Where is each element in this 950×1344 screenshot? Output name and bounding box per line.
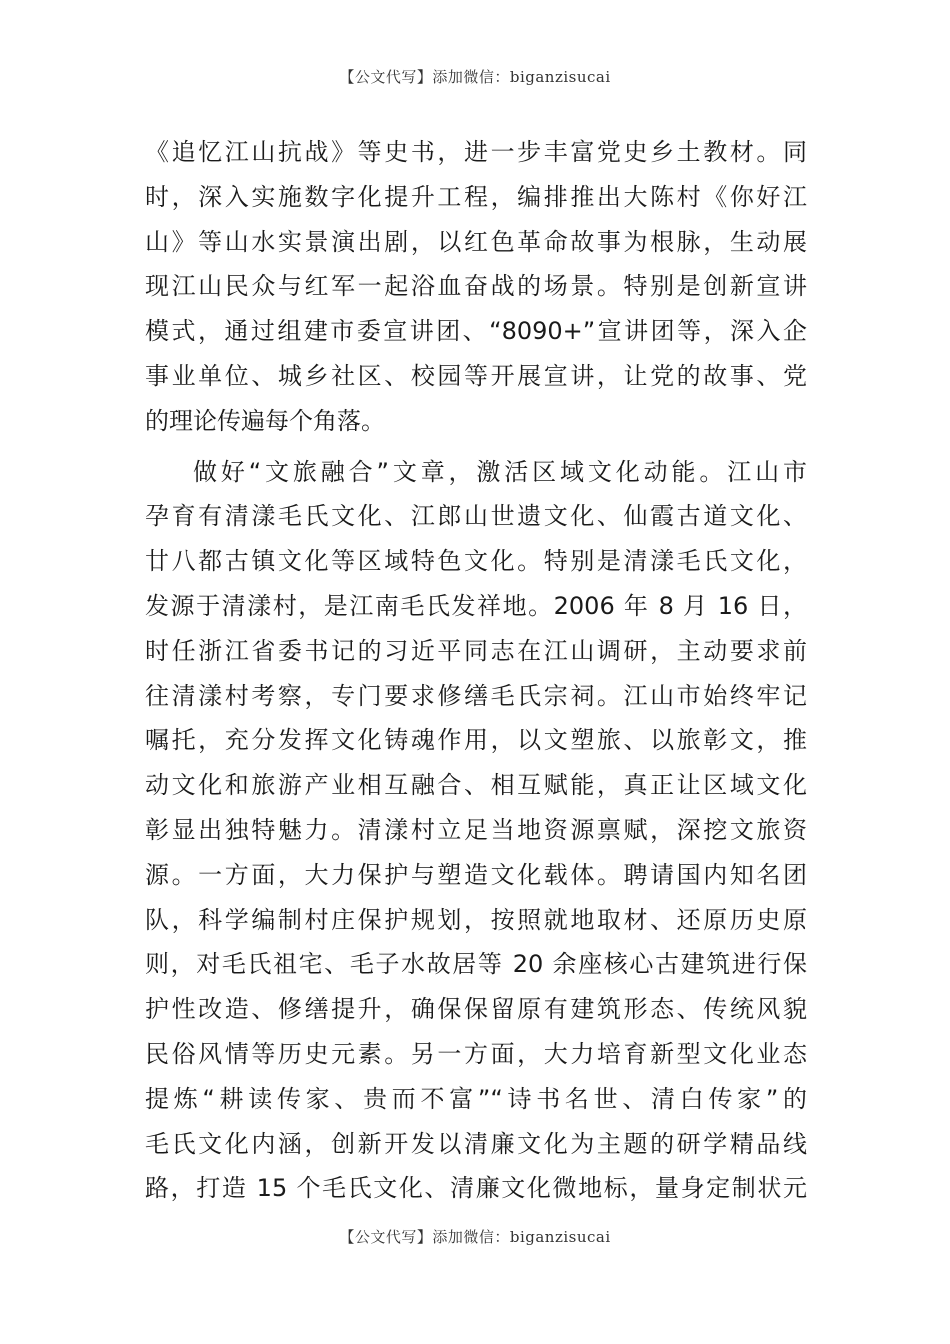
text-line: 现江山民众与红军一起浴血奋战的场景。特别是创新宣讲 (145, 272, 807, 301)
text-line: 发源于清漾村，是江南毛氏发祥地。2006 年 8 月 16 日， (145, 591, 807, 620)
paragraph-2 (145, 450, 807, 1212)
text-line: 彰显出独特魅力。清漾村立足当地资源禀赋，深挖文旅资 (145, 815, 807, 844)
text-line: 时，深入实施数字化提升工程，编排推出大陈村《你好江 (145, 182, 807, 211)
text-line: 事业单位、城乡社区、校园等开展宣讲，让党的故事、党 (145, 361, 807, 390)
page-footer: 【公文代写】添加微信：biganzisucai (339, 1228, 611, 1246)
document-body (145, 130, 807, 1211)
text-line: 做好“文旅融合”文章，激活区域文化动能。江山市 (193, 457, 807, 486)
text-line: 的理论传遍每个角落。 (145, 406, 385, 435)
text-line: 山》等山水实景演出剧，以红色革命故事为根脉，生动展 (145, 227, 807, 256)
text-line: 往清漾村考察，专门要求修缮毛氏宗祠。江山市始终牢记 (145, 681, 807, 710)
text-line: 时任浙江省委书记的习近平同志在江山调研，主动要求前 (145, 636, 807, 665)
text-line: 嘱托，充分发挥文化铸魂作用，以文塑旅、以旅彰文，推 (145, 726, 807, 755)
text-line: 模式，通过组建市委宣讲团、“8090+”宣讲团等，深入企 (145, 317, 807, 346)
text-line: 孕育有清漾毛氏文化、江郎山世遗文化、仙霞古道文化、 (145, 502, 807, 531)
text-line: 毛氏文化内涵，创新开发以清廉文化为主题的研学精品线 (145, 1129, 807, 1158)
text-line: 动文化和旅游产业相互融合、相互赋能，真正让区域文化 (145, 771, 807, 800)
text-line: 则，对毛氏祖宅、毛子水故居等 20 余座核心古建筑进行保 (145, 950, 807, 979)
text-line: 廿八都古镇文化等区域特色文化。特别是清漾毛氏文化， (145, 547, 807, 576)
paragraph-1 (145, 130, 807, 444)
text-line: 提炼“耕读传家、贵而不富”“诗书名世、清白传家”的 (145, 1084, 807, 1113)
text-line: 队，科学编制村庄保护规划，按照就地取材、还原历史原 (145, 905, 807, 934)
text-line: 《追忆江山抗战》等史书，进一步丰富党史乡土教材。同 (145, 138, 807, 166)
page-header: 【公文代写】添加微信：biganzisucai (339, 68, 611, 86)
text-line: 路，打造 15 个毛氏文化、清廉文化微地标，量身定制状元 (145, 1174, 807, 1203)
text-line: 源。一方面，大力保护与塑造文化载体。聘请国内知名团 (145, 860, 807, 889)
text-line: 民俗风情等历史元素。另一方面，大力培育新型文化业态 (145, 1039, 807, 1068)
text-line: 护性改造、修缮提升，确保保留原有建筑形态、传统风貌 (145, 995, 807, 1024)
